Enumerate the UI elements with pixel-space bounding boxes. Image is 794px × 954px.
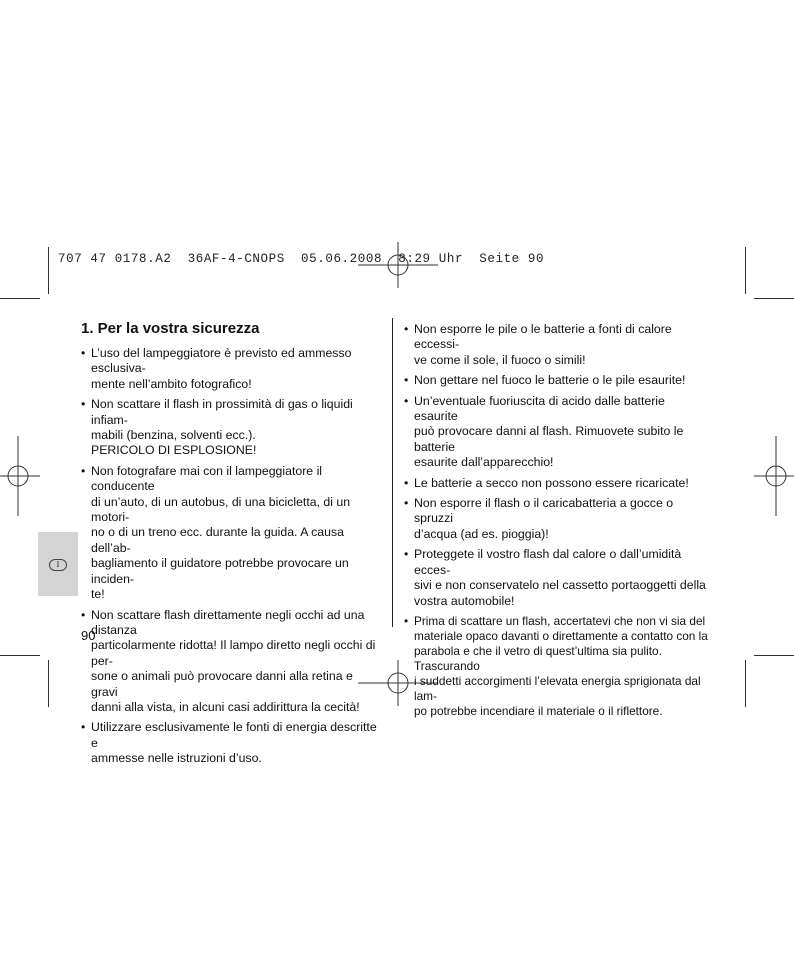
crop-mark-bottom-right-vertical: [745, 660, 746, 707]
crop-mark-bottom-right-horizontal: [754, 655, 794, 656]
list-item: • Proteggete il vostro flash dal calore o dall’umidità ecces- sivi e non conservatelo nel cassetto portaoggetti della vostra automobile!: [404, 547, 709, 609]
list-item: • Un’eventuale fuoriuscita di acido dalle batterie esaurite può provocare danni al flash. Rimuovete subito le batterie esaurite dall’apparecchio!: [404, 394, 709, 471]
crop-mark-top-left-horizontal: [0, 298, 40, 299]
section-title: 1. Per la vostra sicurezza: [81, 320, 260, 337]
crop-mark-top-right-horizontal: [754, 298, 794, 299]
list-item: • Le batterie a secco non possono essere ricaricate!: [404, 476, 709, 491]
right-column: [404, 322, 709, 724]
crop-mark-top-left-vertical: [48, 247, 49, 294]
crop-mark-bottom-left-horizontal: [0, 655, 40, 656]
crop-mark-bottom-left-vertical: [48, 660, 49, 707]
list-item: • Non fotografare mai con il lampeggiatore il conducente di un’auto, di un autobus, di una bicicletta, di un motori- no o di un treno ecc. durante la guida. A causa dell’ab- bagliamento il guidatore potrebbe provocare un inciden- te!: [81, 464, 381, 603]
list-item: • Utilizzare esclusivamente le fonti di energia descritte e ammesse nelle istruzioni d’uso.: [81, 720, 381, 766]
list-item: • Non scattare il flash in prossimità di gas o liquidi infiam- mabili (benzina, solventi ecc.). PERICOLO DI ESPLOSIONE!: [81, 397, 381, 459]
list-item: • Non esporre il flash o il caricabatteria a gocce o spruzzi d’acqua (ad es. pioggia)!: [404, 496, 709, 542]
list-item: • Non scattare flash direttamente negli occhi ad una distanza particolarmente ridotta! Il lampo diretto negli occhi di per- sone o animali può provocare danni alla retina e gravi danni alla vista, in alcuni casi addirittura la cecità!: [81, 608, 381, 716]
registration-mark-left: [0, 436, 40, 516]
list-item: • Non gettare nel fuoco le batterie o le pile esaurite!: [404, 373, 709, 388]
print-header-line: 707 47 0178.A2 36AF-4-CNOPS 05.06.2008 8:29 Uhr Seite 90: [58, 252, 545, 266]
registration-mark-right: [754, 436, 794, 516]
list-item: • Non esporre le pile o le batterie a fonti di calore eccessi- ve come il sole, il fuoco o simili!: [404, 322, 709, 368]
page-number: 90: [81, 628, 96, 643]
list-item: • L’uso del lampeggiatore è previsto ed ammesso esclusiva- mente nell’ambito fotografico!: [81, 346, 381, 392]
language-tab: [38, 532, 78, 596]
crop-mark-top-right-vertical: [745, 247, 746, 294]
left-column: [81, 346, 381, 772]
list-item: • Prima di scattare un flash, accertatevi che non vi sia del materiale opaco davanti o direttamente a contatto con la parabola e che il vetro di quest’ultima sia pulito. Trascurando i suddetti accorgimenti l’elevata energia sprigionata dal lam- po potrebbe incendiare il materiale o il riflettore.: [404, 614, 709, 719]
language-badge: I: [49, 559, 67, 571]
column-divider: [392, 318, 393, 627]
